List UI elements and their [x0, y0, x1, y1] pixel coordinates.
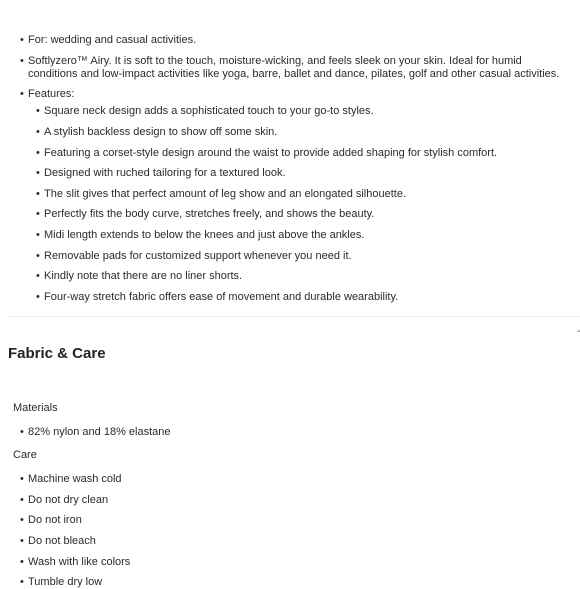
feature-item [0, 147, 497, 160]
bullet: • [20, 426, 24, 438]
care-text: Do not iron [28, 514, 82, 526]
care-item [20, 535, 96, 548]
material-text: 82% nylon and 18% elastane [28, 426, 171, 438]
feature-item [0, 126, 277, 139]
feature-text: Designed with ruched tailoring for a textured look. [44, 167, 286, 179]
feature-text: A stylish backless design to show off some skin. [44, 126, 278, 138]
feature-text: Kindly note that there are no liner shorts. [44, 270, 243, 282]
feature-text: Midi length extends to below the knees and just above the ankles. [44, 229, 365, 241]
bullet: • [20, 556, 24, 568]
feature-item [0, 208, 374, 221]
feature-text: Four-way stretch fabric offers ease of movement and durable wearability. [44, 291, 399, 303]
feature-text: The slit gives that perfect amount of leg show and an elongated silhouette. [44, 188, 407, 200]
feature-item [0, 105, 374, 118]
feature-text: Perfectly fits the body curve, stretches freely, and shows the beauty. [44, 208, 375, 220]
material-item [20, 426, 171, 439]
section-divider [8, 316, 580, 317]
feature-text: Removable pads for customized support whenever you need it. [44, 250, 352, 262]
care-label: Care [13, 449, 37, 461]
fabric-text: Softlyzero™ Airy. It is soft to the touch, moisture-wicking, and feels sleek on your skin. Ideal for humid conditions and low-impact activities like yoga, barre, ballet and dance, pilates, golf and other casual activities. [28, 55, 560, 80]
feature-item [0, 229, 364, 242]
care-item [20, 556, 131, 569]
for-text: For: wedding and casual activities. [28, 34, 197, 46]
care-item [20, 514, 82, 527]
bullet: • [20, 473, 24, 485]
features-label: Features: [28, 88, 75, 100]
fabric-care-title[interactable]: Fabric & Care [8, 345, 106, 362]
bullet: • [20, 514, 24, 526]
materials-label: Materials [13, 402, 58, 414]
bullet: • [20, 494, 24, 506]
care-text: Do not dry clean [28, 494, 109, 506]
care-item [20, 576, 103, 589]
feature-item [0, 167, 286, 180]
care-text: Do not bleach [28, 535, 96, 547]
bullet: • [20, 535, 24, 547]
care-item [20, 473, 122, 486]
bullet: • [20, 576, 24, 588]
feature-text: Square neck design adds a sophisticated touch to your go-to styles. [44, 105, 374, 117]
care-text: Machine wash cold [28, 473, 122, 485]
feature-item [0, 188, 406, 201]
feature-item [0, 270, 242, 283]
feature-item [0, 291, 398, 304]
care-text: Tumble dry low [28, 576, 103, 588]
feature-text: Featuring a corset-style design around the waist to provide added shaping for stylish comfort. [44, 147, 498, 159]
care-text: Wash with like colors [28, 556, 131, 568]
care-item [20, 494, 109, 507]
feature-item [0, 250, 352, 263]
features-bullet [0, 88, 84, 101]
fabric-bullet [0, 55, 580, 81]
for-bullet [0, 34, 206, 47]
